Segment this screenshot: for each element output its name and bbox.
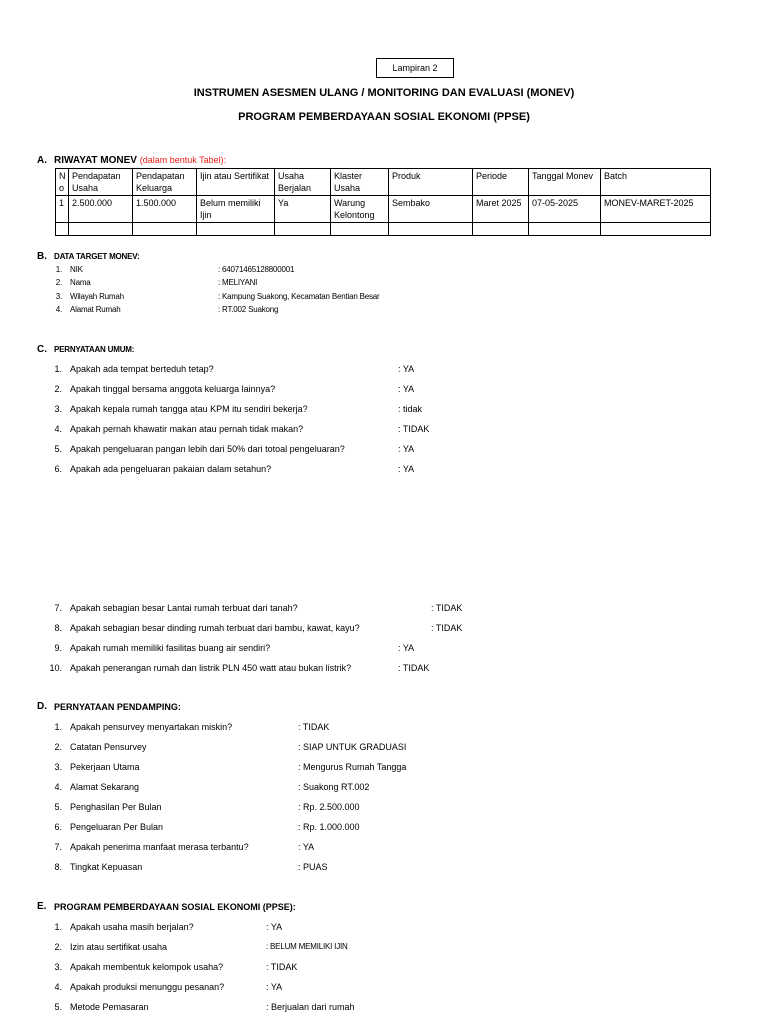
table-cell — [275, 223, 331, 236]
list-number: 4. — [54, 782, 62, 792]
lampiran-box: Lampiran 2 — [376, 58, 454, 78]
table-cell — [389, 223, 473, 236]
table-cell: Warung Kelontong — [331, 196, 389, 223]
section-e-title: PROGRAM PEMBERDAYAAN SOSIAL EKONOMI (PPSE): — [54, 902, 296, 912]
answer-text: : tidak — [398, 404, 423, 414]
question-text: Penghasilan Per Bulan — [70, 802, 162, 812]
question-text: Apakah usaha masih berjalan? — [70, 922, 194, 932]
header-cell: Usaha Berjalan — [275, 169, 331, 196]
list-number: 4. — [54, 982, 62, 992]
answer-text: : YA — [398, 643, 415, 653]
list-number: 2. — [54, 742, 62, 752]
wilayah-label: Wilayah Rumah — [70, 292, 124, 301]
question-text: Metode Pemasaran — [70, 1002, 149, 1012]
list-number: 7. — [54, 603, 62, 613]
list-number: 7. — [54, 842, 62, 852]
list-number: 3. — [55, 292, 62, 301]
question-text: Pekerjaan Utama — [70, 762, 140, 772]
list-number: 2. — [55, 278, 62, 287]
answer-text: : TIDAK — [398, 663, 430, 673]
answer-text: : SIAP UNTUK GRADUASI — [298, 742, 407, 752]
table-cell: Sembako — [389, 196, 473, 223]
table-cell: Belum memiliki Ijin — [197, 196, 275, 223]
answer-text: : Rp. 2.500.000 — [298, 802, 360, 812]
answer-text: : YA — [298, 842, 315, 852]
answer-text: : Suakong RT.002 — [298, 782, 370, 792]
table-cell: Maret 2025 — [473, 196, 529, 223]
answer-text: : YA — [266, 922, 283, 932]
section-d-title: PERNYATAAN PENDAMPING: — [54, 702, 181, 712]
table-cell — [197, 223, 275, 236]
table-row-empty — [56, 223, 711, 236]
header-cell: Produk — [389, 169, 473, 196]
table-row — [56, 196, 711, 223]
answer-text: : YA — [266, 982, 283, 992]
answer-text: : PUAS — [298, 862, 328, 872]
header-cell: Batch — [601, 169, 711, 196]
answer-text: : YA — [398, 464, 415, 474]
question-text: Catatan Pensurvey — [70, 742, 147, 752]
list-number: 5. — [54, 444, 62, 454]
answer-text: : Berjualan dari rumah — [266, 1002, 355, 1012]
answer-text: : YA — [398, 364, 415, 374]
list-number: 5. — [54, 802, 62, 812]
table-cell: 2.500.000 — [69, 196, 133, 223]
list-number: 3. — [54, 962, 62, 972]
question-text: Apakah ada tempat berteduh tetap? — [70, 364, 214, 374]
question-text: Apakah sebagian besar dinding rumah terbuat dari bambu, kawat, kayu? — [70, 623, 360, 633]
answer-text: : TIDAK — [266, 962, 298, 972]
question-text: Apakah penerima manfaat merasa terbantu? — [70, 842, 249, 852]
list-number: 6. — [54, 822, 62, 832]
list-number: 3. — [54, 762, 62, 772]
table-cell — [529, 223, 601, 236]
question-text: Pengeluaran Per Bulan — [70, 822, 164, 832]
table-cell: 07-05-2025 — [529, 196, 601, 223]
list-number: 2. — [54, 942, 62, 952]
table-cell: 1.500.000 — [133, 196, 197, 223]
list-number: 8. — [54, 862, 62, 872]
list-number: 1. — [54, 922, 62, 932]
answer-text: : TIDAK — [298, 722, 330, 732]
answer-text: : TIDAK — [431, 603, 463, 613]
section-d-letter: D. — [37, 701, 47, 712]
table-cell: Ya — [275, 196, 331, 223]
list-number: 9. — [54, 643, 62, 653]
header-cell: Pendapatan Keluarga — [133, 169, 197, 196]
question-text: Apakah produksi menunggu pesanan? — [70, 982, 225, 992]
list-number: 4. — [54, 424, 62, 434]
table-cell — [133, 223, 197, 236]
section-e-letter: E. — [37, 901, 47, 912]
answer-text: : TIDAK — [431, 623, 463, 633]
table-cell — [69, 223, 133, 236]
section-c-title: PERNYATAAN UMUM: — [54, 345, 135, 354]
section-a-letter: A. — [37, 155, 47, 166]
question-text: Apakah membentuk kelompok usaha? — [70, 962, 224, 972]
table-cell — [473, 223, 529, 236]
list-number: 1. — [55, 265, 62, 274]
question-text: Alamat Sekarang — [70, 782, 140, 792]
header-cell: Ijin atau Sertifikat — [197, 169, 275, 196]
answer-text: : YA — [398, 384, 415, 394]
answer-text: : Mengurus Rumah Tangga — [298, 762, 407, 772]
question-text: Apakah sebagian besar Lantai rumah terbuat dari tanah? — [70, 603, 298, 613]
question-text: Apakah tinggal bersama anggota keluarga lainnya? — [70, 384, 276, 394]
question-text: Apakah kepala rumah tangga atau KPM itu sendiri bekerja? — [70, 404, 308, 414]
header-cell: Tanggal Monev — [529, 169, 601, 196]
question-text: Apakah ada pengeluaran pakaian dalam setahun? — [70, 464, 272, 474]
list-number: 6. — [54, 464, 62, 474]
list-number: 1. — [54, 722, 62, 732]
answer-text: : TIDAK — [398, 424, 430, 434]
table-cell — [56, 223, 69, 236]
table-cell — [331, 223, 389, 236]
answer-text: : BELUM MEMILIKI IJIN — [266, 942, 348, 951]
section-a-note: (dalam bentuk Tabel): — [139, 155, 227, 165]
list-number: 1. — [54, 364, 62, 374]
question-text: Apakah penerangan rumah dan listrik PLN 450 watt atau bukan listrik? — [70, 663, 352, 673]
table-cell: 1 — [56, 196, 69, 223]
table-cell — [601, 223, 711, 236]
list-number: 8. — [54, 623, 62, 633]
list-number: 2. — [54, 384, 62, 394]
list-number: 3. — [54, 404, 62, 414]
alamat-label: Alamat Rumah — [70, 305, 121, 314]
alamat-value: : RT.002 Suakong — [218, 305, 279, 314]
header-cell: Klaster Usaha — [331, 169, 389, 196]
question-text: Apakah pernah khawatir makan atau pernah tidak makan? — [70, 424, 304, 434]
question-text: Apakah pensurvey menyartakan miskin? — [70, 722, 233, 732]
riwayat-monev-table — [55, 168, 711, 236]
question-text: Tingkat Kepuasan — [70, 862, 143, 872]
document-title: INSTRUMEN ASESMEN ULANG / MONITORING DAN EVALUASI (MONEV) — [193, 87, 575, 99]
answer-text: : YA — [398, 444, 415, 454]
section-b-title: DATA TARGET MONEV: — [54, 252, 140, 261]
header-cell: Periode — [473, 169, 529, 196]
table-header-row — [56, 169, 711, 196]
document-subtitle: PROGRAM PEMBERDAYAAN SOSIAL EKONOMI (PPSE) — [238, 111, 530, 123]
list-number: 5. — [54, 1002, 62, 1012]
nama-label: Nama — [70, 278, 91, 287]
section-a-title-text: RIWAYAT MONEV — [54, 155, 137, 166]
list-number: 10. — [49, 663, 62, 673]
table-cell: MONEV-MARET-2025 — [601, 196, 711, 223]
question-text: Izin atau sertifikat usaha — [70, 942, 168, 952]
question-text: Apakah rumah memiliki fasilitas buang air sendiri? — [70, 643, 271, 653]
wilayah-value: : Kampung Suakong, Kecamatan Bentian Besar — [218, 292, 380, 301]
nik-value: : 64071465128800001 — [218, 265, 295, 274]
section-b-letter: B. — [37, 251, 47, 262]
header-cell: N o — [56, 169, 69, 196]
nama-value: : MELIYANI — [218, 278, 258, 287]
section-a-title — [54, 155, 226, 166]
section-c-letter: C. — [37, 344, 47, 355]
question-text: Apakah pengeluaran pangan lebih dari 50% dari totoal pengeluaran? — [70, 444, 345, 454]
nik-label: NIK — [70, 265, 83, 274]
header-cell: Pendapatan Usaha — [69, 169, 133, 196]
list-number: 4. — [55, 305, 62, 314]
answer-text: : Rp. 1.000.000 — [298, 822, 360, 832]
